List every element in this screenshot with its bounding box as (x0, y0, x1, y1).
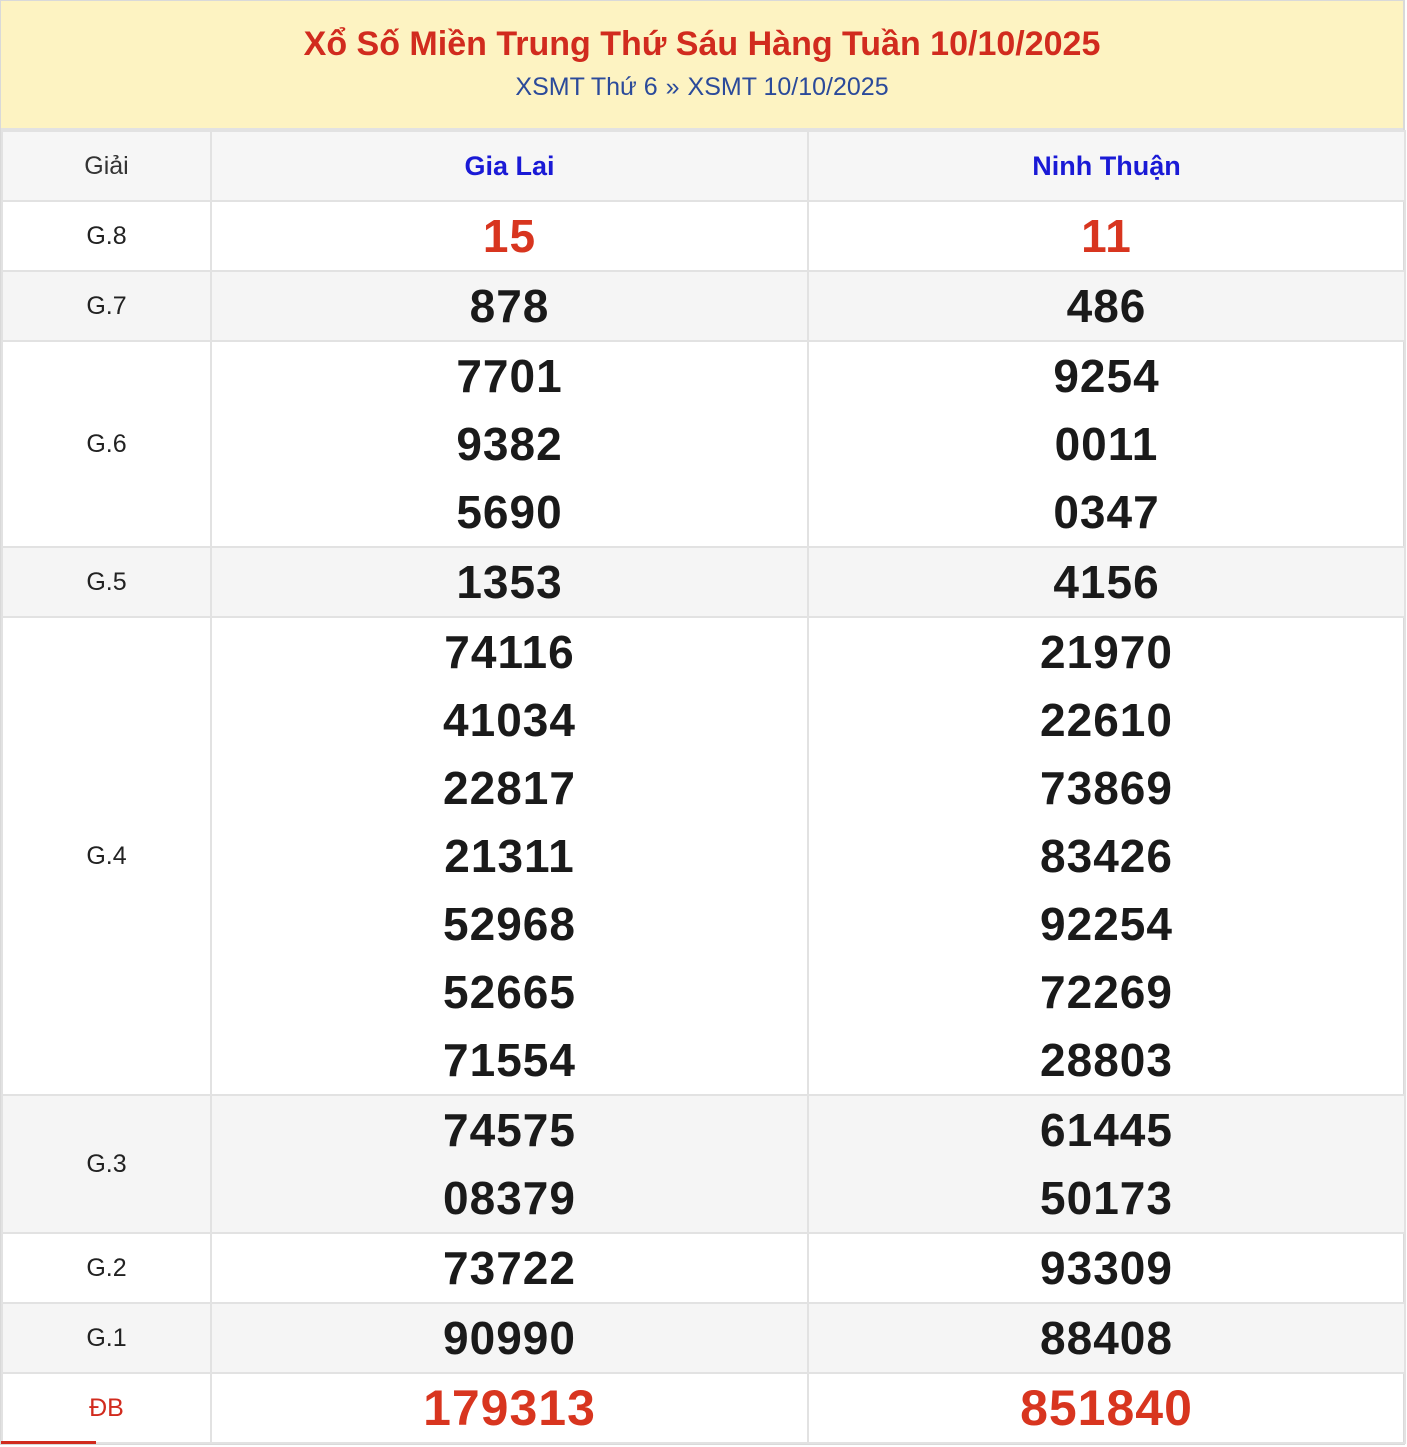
prize-row-g2 (2, 1233, 1405, 1303)
prize-label-cell (2, 617, 211, 1095)
result-number: 9382 (456, 418, 563, 470)
prize-label: G.4 (86, 841, 127, 870)
result-cell-gia-lai (211, 617, 808, 1095)
breadcrumb-link-weekday[interactable]: XSMT Thứ 6 (515, 73, 658, 101)
result-number: 72269 (1040, 966, 1173, 1018)
prize-label: G.3 (86, 1149, 127, 1178)
result-cell-ninh-thuan (808, 617, 1405, 1095)
result-number: 74575 (443, 1104, 576, 1156)
results-header (1, 1, 1403, 130)
result-number: 9254 (1053, 350, 1160, 402)
result-cell-ninh-thuan (808, 1233, 1405, 1303)
prize-row-g1 (2, 1303, 1405, 1373)
prize-label-cell (2, 547, 211, 617)
result-number: 22610 (1040, 694, 1173, 746)
prize-label-cell (2, 1373, 211, 1443)
breadcrumb-separator: » (665, 73, 680, 101)
result-number: 0011 (1054, 418, 1159, 470)
prize-label-cell (2, 1233, 211, 1303)
result-cell-gia-lai (211, 341, 808, 547)
result-number: 4156 (1053, 556, 1160, 608)
prize-label-cell (2, 1303, 211, 1373)
result-number: 21311 (444, 830, 575, 882)
result-number: 878 (469, 280, 550, 332)
province-ninh-thuan[interactable]: Ninh Thuận (1032, 150, 1181, 181)
table-header-row (2, 131, 1405, 201)
results-table (1, 130, 1406, 1444)
breadcrumb-link-date[interactable]: XSMT 10/10/2025 (687, 73, 889, 101)
prize-row-g5 (2, 547, 1405, 617)
result-number: 73722 (443, 1242, 576, 1294)
result-number: 21970 (1040, 626, 1173, 678)
prize-label: G.2 (86, 1253, 127, 1282)
column-header-ninh-thuan[interactable] (808, 131, 1405, 201)
result-number: 73869 (1040, 762, 1173, 814)
result-number: 92254 (1040, 898, 1173, 950)
prize-row-g7 (2, 271, 1405, 341)
breadcrumb (1, 71, 1403, 103)
page-title: Xổ Số Miền Trung Thứ Sáu Hàng Tuần 10/10/2025 (303, 25, 1101, 63)
result-cell-ninh-thuan (808, 1373, 1405, 1443)
result-cell-gia-lai (211, 271, 808, 341)
result-number: 41034 (443, 694, 576, 746)
result-number: 486 (1066, 280, 1147, 332)
result-number: 11 (1081, 210, 1132, 262)
result-cell-ninh-thuan (808, 1095, 1405, 1233)
result-number: 83426 (1040, 830, 1173, 882)
prize-label-cell (2, 201, 211, 271)
result-number: 08379 (443, 1172, 576, 1224)
result-cell-ninh-thuan (808, 201, 1405, 271)
result-cell-ninh-thuan (808, 547, 1405, 617)
result-number: 52665 (443, 966, 576, 1018)
result-cell-gia-lai (211, 1303, 808, 1373)
prize-label: G.6 (86, 429, 127, 458)
province-gia-lai[interactable]: Gia Lai (464, 150, 555, 181)
prize-label: G.5 (86, 567, 127, 596)
result-number: 71554 (443, 1034, 576, 1086)
column-header-giai-label: Giải (84, 151, 129, 180)
result-number: 88408 (1040, 1312, 1173, 1364)
prize-label: G.7 (86, 291, 127, 320)
result-cell-gia-lai (211, 201, 808, 271)
result-number: 22817 (443, 762, 576, 814)
prize-row-g8 (2, 201, 1405, 271)
result-cell-gia-lai (211, 1095, 808, 1233)
result-cell-ninh-thuan (808, 1303, 1405, 1373)
column-header-gia-lai[interactable] (211, 131, 808, 201)
prize-row-g6 (2, 341, 1405, 547)
result-number: 1353 (456, 556, 563, 608)
prize-row-special (2, 1373, 1405, 1443)
result-number: 93309 (1040, 1242, 1173, 1294)
result-number: 15 (482, 210, 537, 262)
prize-row-g3 (2, 1095, 1405, 1233)
prize-label-cell (2, 271, 211, 341)
prize-label: G.1 (86, 1323, 127, 1352)
prize-label: G.8 (86, 221, 127, 250)
result-number: 90990 (443, 1312, 576, 1364)
result-number: 74116 (444, 626, 575, 678)
result-number: 7701 (456, 350, 563, 402)
prize-label-special: ĐB (89, 1393, 124, 1422)
result-number: 61445 (1040, 1104, 1173, 1156)
result-number: 52968 (443, 898, 576, 950)
result-cell-gia-lai (211, 1233, 808, 1303)
result-number: 50173 (1040, 1172, 1173, 1224)
prize-row-g4 (2, 617, 1405, 1095)
accent-underline (1, 1441, 96, 1444)
prize-label-cell (2, 1095, 211, 1233)
result-cell-gia-lai (211, 1373, 808, 1443)
jackpot-number: 851840 (1020, 1380, 1193, 1436)
column-header-giai (2, 131, 211, 201)
result-cell-gia-lai (211, 547, 808, 617)
result-number: 28803 (1040, 1034, 1173, 1086)
result-cell-ninh-thuan (808, 341, 1405, 547)
result-cell-ninh-thuan (808, 271, 1405, 341)
result-number: 5690 (456, 486, 563, 538)
result-number: 0347 (1053, 486, 1160, 538)
jackpot-number: 179313 (423, 1380, 596, 1436)
prize-label-cell (2, 341, 211, 547)
